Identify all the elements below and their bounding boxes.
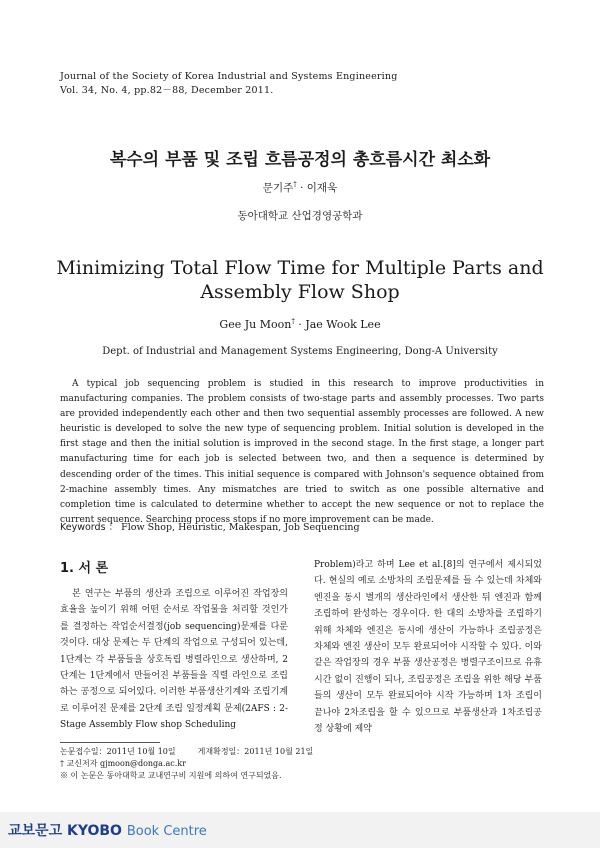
footnote-rule <box>60 742 160 743</box>
abstract: A typical job sequencing problem is studied in this research to improve productivities in manufacturing companies. The problem consists of two-stage parts and assembly processes. Two parts are provided independently each other and then two sequential assembly processes are followed. A new heuristic is developed to solve the new type of sequencing problem. Initial solution is developed in the first stage and then the initial solution is improved in the second stage. In the first stage, a longer part manufacturing time for each job is selected between two, and then a sequence is determined by descending order of the times. This initial sequence is compared with Johnson's sequence obtained from 2-machine assembly times. Any mismatches are tried to switch as one possible alternative and completion time is calculated to determine whether to accept the new sequence or not to replace the current sequence. Searching process stops if no more improvement can be made. <box>60 379 544 525</box>
affiliation-korean: 동아대학교 산업경영공학과 <box>237 210 363 222</box>
authors-korean <box>0 180 600 195</box>
department-english: Dept. of Industrial and Management Systems Engineering, Dong-A University <box>102 346 498 357</box>
keywords-text: Flow Shop, Heuristic, Makespan, Job Sequencing <box>121 522 360 533</box>
author-separator-en: · <box>294 318 306 331</box>
author-separator: · <box>296 182 307 194</box>
keywords-label: Keywords <box>60 522 106 533</box>
title-english: Minimizing Total Flow Time for Multiple Parts and Assembly Flow Shop <box>56 257 544 303</box>
footnote-funding: ※ 이 논문은 동아대학교 교내연구비 지원에 의하여 연구되었음. <box>60 771 282 780</box>
keywords <box>60 519 360 533</box>
authors-english <box>0 318 600 331</box>
intro-left-column: 본 연구는 부품의 생산과 조립으로 이루어진 작업장의 효율을 높이기 위해 어떤 순서로 작업물을 처리할 것인가를 결정하는 작업순서결정(job sequencing)문제를 다룬 것이다. 대상 문제는 두 단계의 작업으로 구성되어 있는데, 1단계는 각 부품들을 상호독립 병렬라인으로 생산하며, 2단계는 1단계에서 만들어진 부품들을 직렬 라인으로 조립하는 공정으로 되어있다. 이러한 부품생산기계와 조립기계로 이루어진 문제를 2단계 조립 일정계획 문제(2AFS : 2-Stage Assembly Flow shop Scheduling <box>60 589 288 731</box>
title-korean: 복수의 부품 및 조립 흐름공정의 총흐름시간 최소화 <box>109 150 491 170</box>
footnote-corresponding: † 교신저자 gjmoon@donga.ac.kr <box>60 759 186 768</box>
logo-korean: 교보문고 <box>8 823 63 839</box>
journal-name: Journal of the Society of Korea Industrial and Systems Engineering <box>60 71 398 82</box>
author-2-en: Jae Wook Lee <box>305 318 381 331</box>
author-1-ko: 문기주 <box>262 182 294 194</box>
logo-suffix: Book Centre <box>126 824 207 839</box>
corresponding-mark: † <box>293 180 297 189</box>
corresponding-mark-en: † <box>291 317 295 326</box>
accepted-date: 게재확정일：2011년 10월 21일 <box>197 747 314 756</box>
journal-volume: Vol. 34, No. 4, pp.82－88, December 2011. <box>60 85 274 96</box>
intro-right-column: Problem)라고 하며 Lee et al.[8]의 연구에서 제시되었다. 현실의 예로 소방차의 조립문제를 들 수 있는데 차체와 엔진을 동시 별개의 생산라인에서 생산한 뒤 엔진과 함께 조립하여 완성하는 경우이다. 한 대의 소방차를 조립하기 위해 차체와 엔진은 동시에 생산이 가능하나 조립공정은 차체와 엔진 생산이 모두 완료되어야 시작할 수 있다. 이와 같은 작업장의 경우 부품 생산공정은 병렬구조이므로 유휴시간 없이 진행이 되나, 조립공정은 조립을 위한 해당 부품들의 생산이 모두 완료되어야 시작 가능하며 1차 조립이 끝나야 2차조립을 할 수 있으므로 부품생산과 1차조립공정 상황에 제약 <box>314 560 542 735</box>
author-1-en: Gee Ju Moon <box>219 318 292 331</box>
keywords-colon: ： <box>108 522 119 533</box>
received-date: 논문접수일：2011년 10월 10일 <box>60 747 176 756</box>
kyobo-logo <box>8 820 207 840</box>
footnote-dates <box>60 746 313 757</box>
author-2-ko: 이재욱 <box>306 182 338 194</box>
section-heading: 1. 서 론 <box>60 561 109 576</box>
logo-english: KYOBO <box>66 823 122 839</box>
journal-info <box>60 70 398 98</box>
